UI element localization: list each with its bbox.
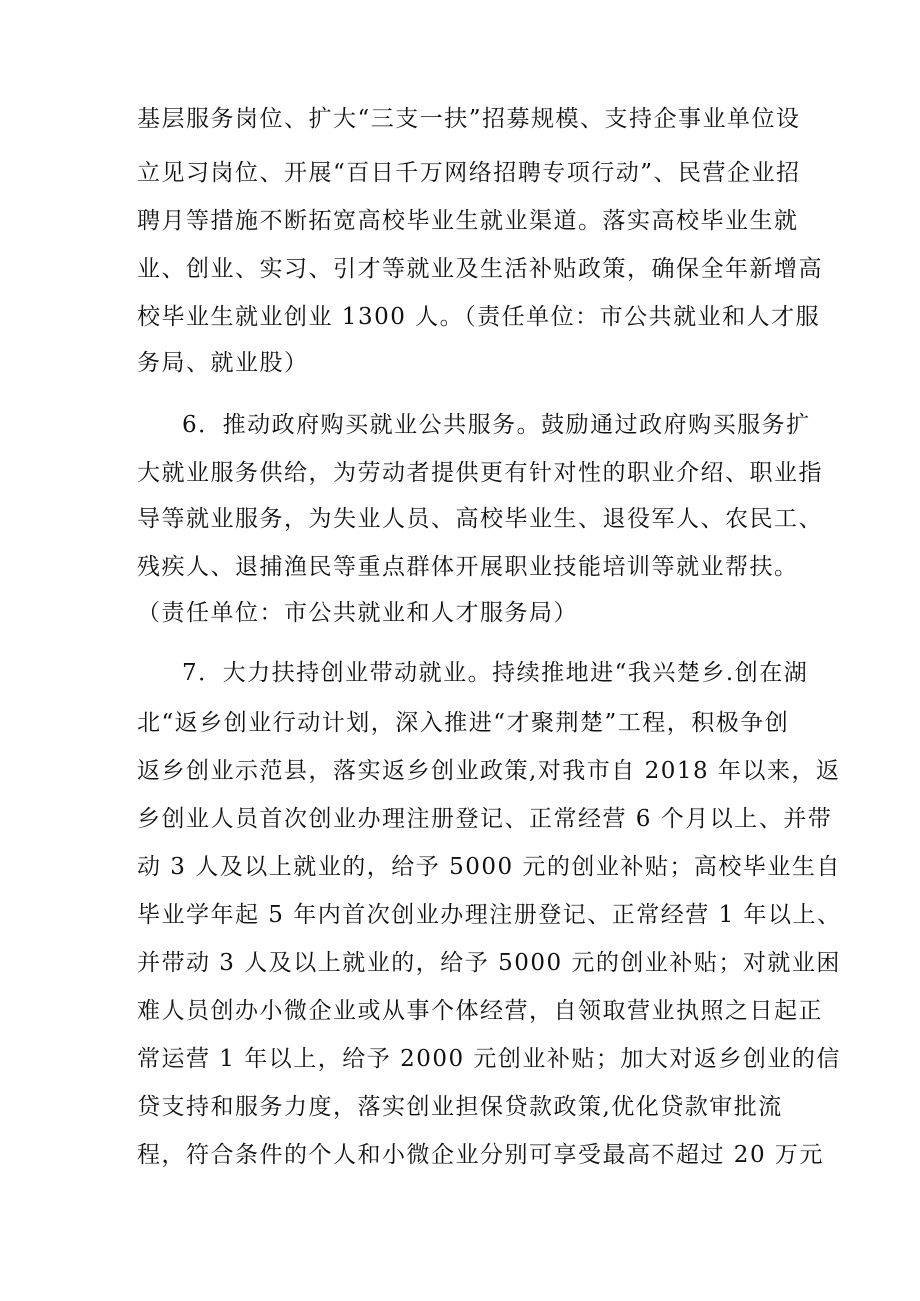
text-line: 残疾人、退捕渔民等重点群体开展职业技能培训等就业帮扶。 <box>137 554 799 580</box>
paragraph-heading-line: 7．大力扶持创业带动就业。持续推地进“我兴楚乡.创在湖 <box>182 660 809 686</box>
text-line: 乡创业人员首次创业办理注册登记、正常经营 6 个月以上、并带 <box>137 806 833 832</box>
text-line: 校毕业生就业创业 1300 人。（责任单位：市公共就业和人才服 <box>137 304 821 330</box>
text-line: 毕业学年起 5 年内首次创业办理注册登记、正常经营 1 年以上、 <box>137 902 842 928</box>
text-line: 导等就业服务，为失业人员、高校毕业生、退役军人、农民工、 <box>137 506 823 532</box>
text-line: 务局、就业股） <box>137 350 309 376</box>
text-line: 难人员创办小微企业或从事个体经营，自领取营业执照之日起正 <box>137 998 823 1024</box>
text-line: 动 3 人及以上就业的，给予 5000 元的创业补贴；高校毕业生自 <box>137 854 841 880</box>
text-line: 立见习岗位、开展“百日千万网络招聘专项行动”、民营企业招 <box>137 160 801 186</box>
text-line: 聘月等措施不断拓宽高校毕业生就业渠道。落实高校毕业生就 <box>137 208 799 234</box>
text-line: 常运营 1 年以上，给予 2000 元创业补贴；加大对返乡创业的信 <box>137 1046 841 1072</box>
text-line: 并带动 3 人及以上就业的，给予 5000 元的创业补贴；对就业困 <box>137 950 841 976</box>
text-line: 贷支持和服务力度，落实创业担保贷款政策,优化贷款审批流 <box>137 1094 783 1120</box>
paragraph-heading-line: 6．推动政府购买就业公共服务。鼓励通过政府购买服务扩 <box>182 412 811 438</box>
text-line: 程，符合条件的个人和小微企业分别可享受最高不超过 20 万元 <box>137 1142 824 1168</box>
text-line: 业、创业、实习、引才等就业及生活补贴政策，确保全年新增高 <box>137 256 823 282</box>
text-line: 北“返乡创业行动计划，深入推进“才聚荆楚”工程，积极争创 <box>137 710 790 736</box>
text-line: 基层服务岗位、扩大“三支一扶”招募规模、支持企事业单位设 <box>137 106 801 132</box>
text-line: （责任单位：市公共就业和人才服务局） <box>137 600 578 626</box>
text-line: 大就业服务供给，为劳动者提供更有针对性的职业介绍、职业指 <box>137 460 823 486</box>
text-line: 返乡创业示范县，落实返乡创业政策,对我市自 2018 年以来，返 <box>137 758 841 784</box>
